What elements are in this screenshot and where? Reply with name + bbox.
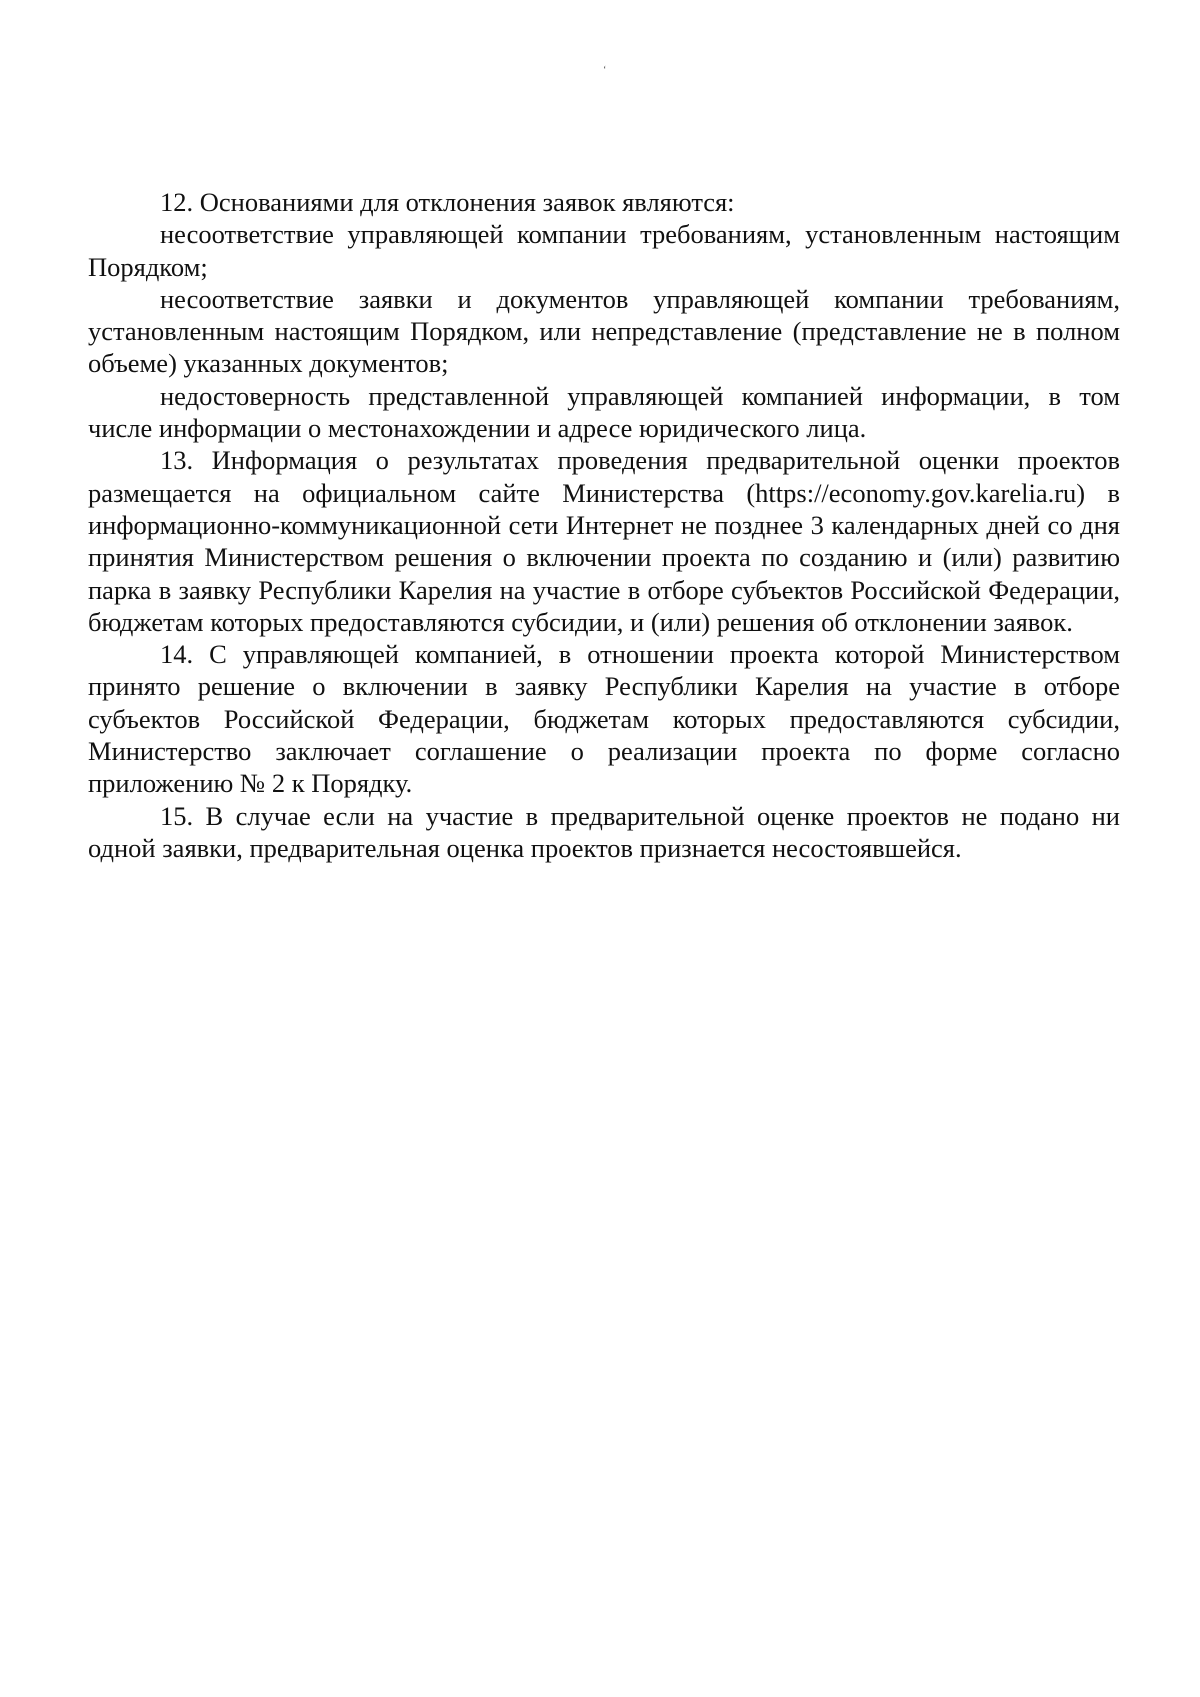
page-mark: ‘ [603, 65, 607, 76]
paragraph-12-item-1: несоответствие управляющей компании требованиям, установленным настоящим Порядком; [88, 219, 1120, 282]
paragraph-12-item-2: несоответствие заявки и документов управляющей компании требованиям, установленным настоящим Порядком, или непредставление (представление не в полном объеме) указанных документов; [88, 283, 1120, 379]
paragraph-13: 13. Информация о результатах проведения предварительной оценки проектов размещается на официальном сайте Министерства (https://economy.gov.karelia.ru) в информационно-коммуникационной сети Интернет не позднее 3 календарных дней со дня принятия Министерством решения о включении проекта по созданию и (или) развитию парка в заявку Республики Карелия на участие в отборе субъектов Российской Федерации, бюджетам которых предоставляются субсидии, и (или) решения об отклонении заявок. [88, 445, 1120, 637]
paragraph-12: 12. Основаниями для отклонения заявок являются: [160, 187, 735, 217]
paragraph-12-item-3: недостоверность представленной управляющей компанией информации, в том числе информации о местонахождении и адресе юридического лица. [88, 380, 1120, 444]
document-body [88, 186, 1120, 864]
paragraph-14: 14. С управляющей компанией, в отношении проекта которой Министерством принято решение о включении в заявку Республики Карелия на участие в отборе субъектов Российской Федерации, бюджетам которых предоставляются субсидии, Министерство заключает соглашение о реализации проекта по форме согласно приложению № 2 к Порядку. [88, 639, 1120, 799]
paragraph-15: 15. В случае если на участие в предварительной оценке проектов не подано ни одной заявки, предварительная оценка проектов признается несостоявшейся. [88, 800, 1120, 863]
